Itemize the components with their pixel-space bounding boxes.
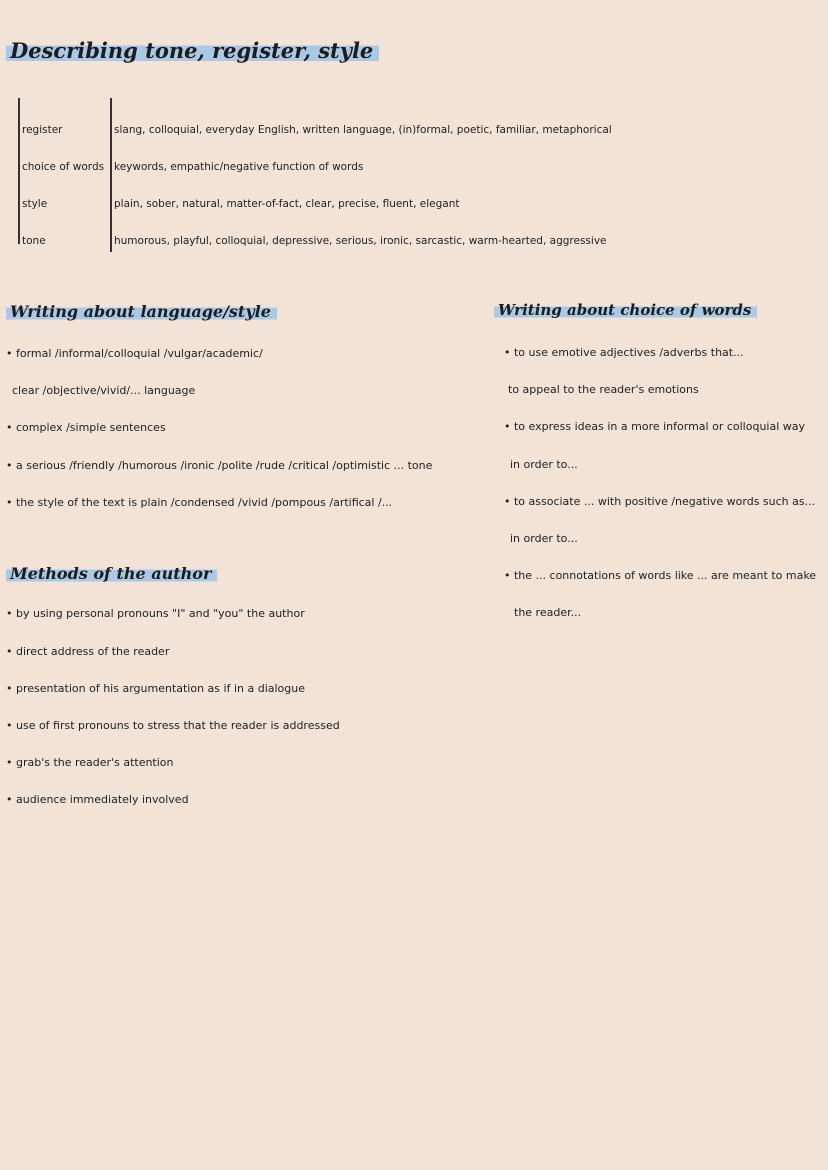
row-key: style [22,198,48,210]
language-style-heading: Writing about language/style [6,302,277,321]
choice-of-words-heading: Writing about choice of words [494,301,757,319]
list-item: • the style of the text is plain /condensed /vivid /pompous /artifical /... [6,496,393,509]
list-item: • use of first pronouns to stress that the reader is addressed [6,719,340,732]
list-item: • grab's the reader's attention [6,756,174,769]
list-item: • direct address of the reader [6,645,170,658]
list-item: clear /objective/vivid/... language [12,384,196,397]
table-row [18,124,618,144]
list-item: • the ... connotations of words like ... are meant to make [504,569,817,582]
list-item: • complex /simple sentences [6,421,166,434]
row-value: slang, colloquial, everyday English, written language, (in)formal, poetic, familiar, metaphorical [114,124,612,136]
table-row [18,161,618,181]
terms-table [18,98,618,258]
row-key: tone [22,235,46,247]
list-item: to appeal to the reader's emotions [508,383,699,396]
row-key: choice of words [22,161,105,173]
methods-heading: Methods of the author [6,564,217,583]
list-item: in order to... [510,532,578,545]
list-item: • presentation of his argumentation as if in a dialogue [6,682,306,695]
list-item: • formal /informal/colloquial /vulgar/academic/ [6,347,263,360]
row-value: humorous, playful, colloquial, depressive, serious, ironic, sarcastic, warm-hearted, aggressive [114,235,607,247]
list-item: • a serious /friendly /humorous /ironic /polite /rude /critical /optimistic ... tone [6,459,433,472]
row-key: register [22,124,63,136]
list-item: • to use emotive adjectives /adverbs that... [504,346,744,359]
row-value: keywords, empathic/negative function of words [114,161,364,173]
row-value: plain, sober, natural, matter-of-fact, clear, precise, fluent, elegant [114,198,460,210]
list-item: in order to... [510,458,578,471]
list-item: • audience immediately involved [6,793,189,806]
table-row [18,235,618,255]
list-item: the reader... [514,606,582,619]
list-item: • by using personal pronouns "I" and "you" the author [6,607,305,620]
list-item: • to associate ... with positive /negative words such as... [504,495,816,508]
list-item: • to express ideas in a more informal or colloquial way [504,420,806,433]
main-heading: Describing tone, register, style [6,38,379,63]
table-row [18,198,618,218]
